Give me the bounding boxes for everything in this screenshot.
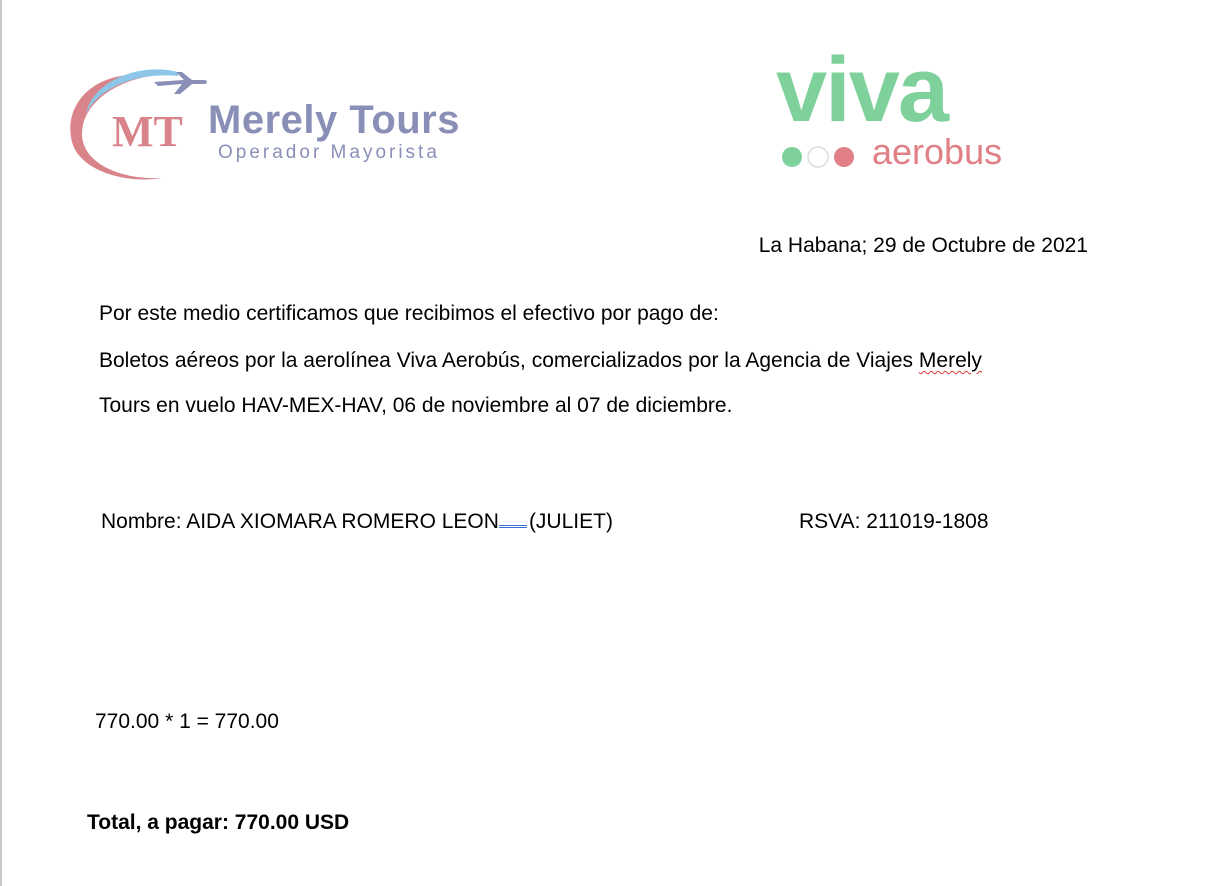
svg-text:MT: MT xyxy=(112,107,183,156)
merely-tours-subtitle: Operador Mayorista xyxy=(218,142,440,163)
body-line-1 xyxy=(99,348,982,373)
passenger-name-text: Nombre: AIDA XIOMARA ROMERO LEON xyxy=(101,510,499,533)
viva-aerobus-logo xyxy=(776,39,1046,174)
body-line-2: Tours en vuelo HAV-MEX-HAV, 06 de noviembre al 07 de diciembre. xyxy=(99,394,733,417)
airplane-swoosh-icon xyxy=(58,62,218,186)
grammar-mark xyxy=(499,525,527,528)
total-amount: Total, a pagar: 770.00 USD xyxy=(87,811,350,834)
viva-dots-icon xyxy=(778,146,868,168)
body-line-1-text: Boletos aéreos por la aerolínea Viva Aerobús, comercializados por la Agencia de Viajes xyxy=(99,349,919,372)
merely-tours-logo xyxy=(58,62,478,186)
page-edge xyxy=(0,0,2,886)
passenger-alias: (JULIET) xyxy=(528,510,613,533)
spellcheck-flagged-word: Merely xyxy=(918,349,982,372)
reservation-code: RSVA: 211019-1808 xyxy=(799,510,989,533)
passenger-name xyxy=(101,509,613,534)
aerobus-word: aerobus xyxy=(872,131,1003,172)
intro-paragraph: Por este medio certificamos que recibimos el efectivo por pago de: xyxy=(99,302,719,325)
viva-word: viva xyxy=(776,39,948,141)
date-line: La Habana; 29 de Octubre de 2021 xyxy=(758,234,1088,257)
merely-tours-name: Merely Tours xyxy=(208,98,460,142)
price-calculation: 770.00 * 1 = 770.00 xyxy=(95,710,279,733)
